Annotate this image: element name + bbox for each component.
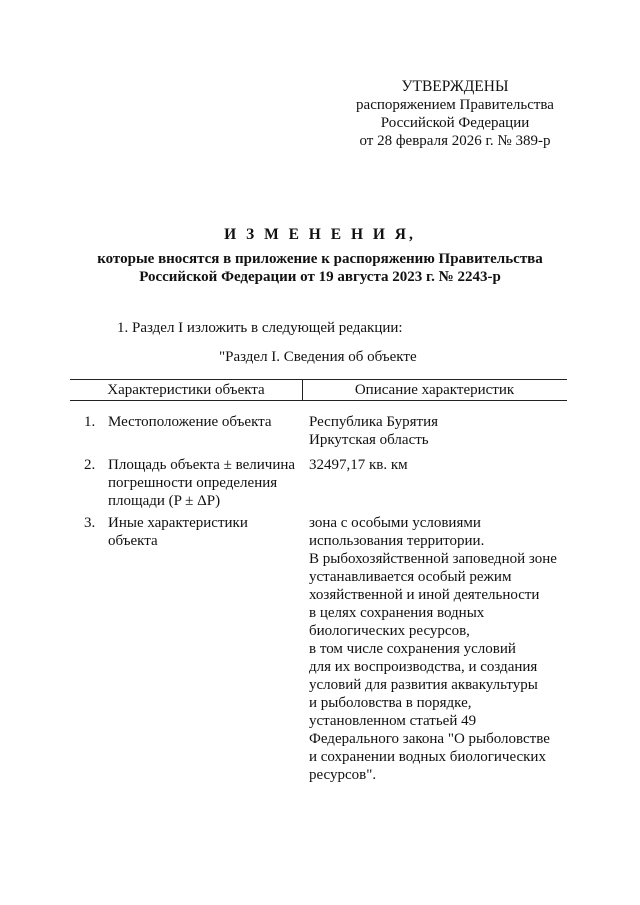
description-line: 32497,17 кв. км — [309, 457, 408, 473]
row-number: 3. — [84, 515, 96, 531]
description-line: использования территории. — [309, 533, 485, 549]
document-title: И З М Е Н Е Н И Я, — [224, 226, 416, 243]
description-line: установленном статьей 49 — [309, 713, 477, 729]
description-line: и сохранении водных биологических — [309, 749, 546, 765]
approval-line: Российской Федерации — [380, 115, 530, 131]
description-line: ресурсов". — [309, 767, 377, 783]
column-header-characteristics: Характеристики объекта — [107, 382, 265, 398]
approval-line: от 28 февраля 2026 г. № 389-р — [359, 133, 551, 149]
description-line: условий для развития аквакультуры — [309, 677, 538, 693]
description-line: Федерального закона "О рыболовстве — [309, 731, 550, 747]
characteristic-line: объекта — [108, 533, 158, 549]
description-line: биологических ресурсов, — [309, 623, 470, 639]
row-description — [309, 514, 569, 784]
column-header-description: Описание характеристик — [354, 382, 515, 398]
document-subtitle — [60, 250, 580, 286]
characteristic-line: погрешности определения — [108, 475, 278, 491]
subtitle-line: которые вносятся в приложение к распоряжению Правительства — [97, 251, 543, 267]
description-line: В рыбохозяйственной заповедной зоне — [309, 551, 557, 567]
characteristic-line: Иные характеристики — [108, 515, 248, 531]
row-description — [309, 456, 569, 474]
row-characteristic — [108, 514, 298, 550]
description-line: в том числе сохранения условий — [309, 641, 516, 657]
description-line: в целях сохранения водных — [309, 605, 485, 621]
description-line: и рыболовства в порядке, — [309, 695, 472, 711]
table-header — [70, 379, 567, 401]
description-line: зона с особыми условиями — [309, 515, 481, 531]
description-line: хозяйственной и иной деятельности — [309, 587, 540, 603]
row-characteristic — [108, 413, 298, 431]
description-line: Республика Бурятия — [309, 414, 439, 430]
subtitle-line: Российской Федерации от 19 августа 2023 г. № 2243-р — [139, 269, 501, 285]
characteristic-line: Площадь объекта ± величина — [108, 457, 296, 473]
description-line: для их воспроизводства, и создания — [309, 659, 538, 675]
row-characteristic — [108, 456, 298, 510]
row-description — [309, 413, 569, 449]
description-line: устанавливается особый режим — [309, 569, 512, 585]
description-line: Иркутская область — [309, 432, 429, 448]
row-number: 2. — [84, 457, 96, 473]
amendment-paragraph: 1. Раздел I изложить в следующей редакции: — [117, 320, 403, 336]
section-title: "Раздел I. Сведения об объекте — [219, 349, 417, 365]
approval-line: распоряжением Правительства — [356, 97, 554, 113]
characteristic-line: площади (P ± ΔP) — [108, 493, 221, 509]
row-number: 1. — [84, 414, 96, 430]
approval-stamp — [330, 78, 580, 150]
approval-heading: УТВЕРЖДЕНЫ — [401, 78, 509, 95]
characteristic-line: Местоположение объекта — [108, 414, 272, 430]
